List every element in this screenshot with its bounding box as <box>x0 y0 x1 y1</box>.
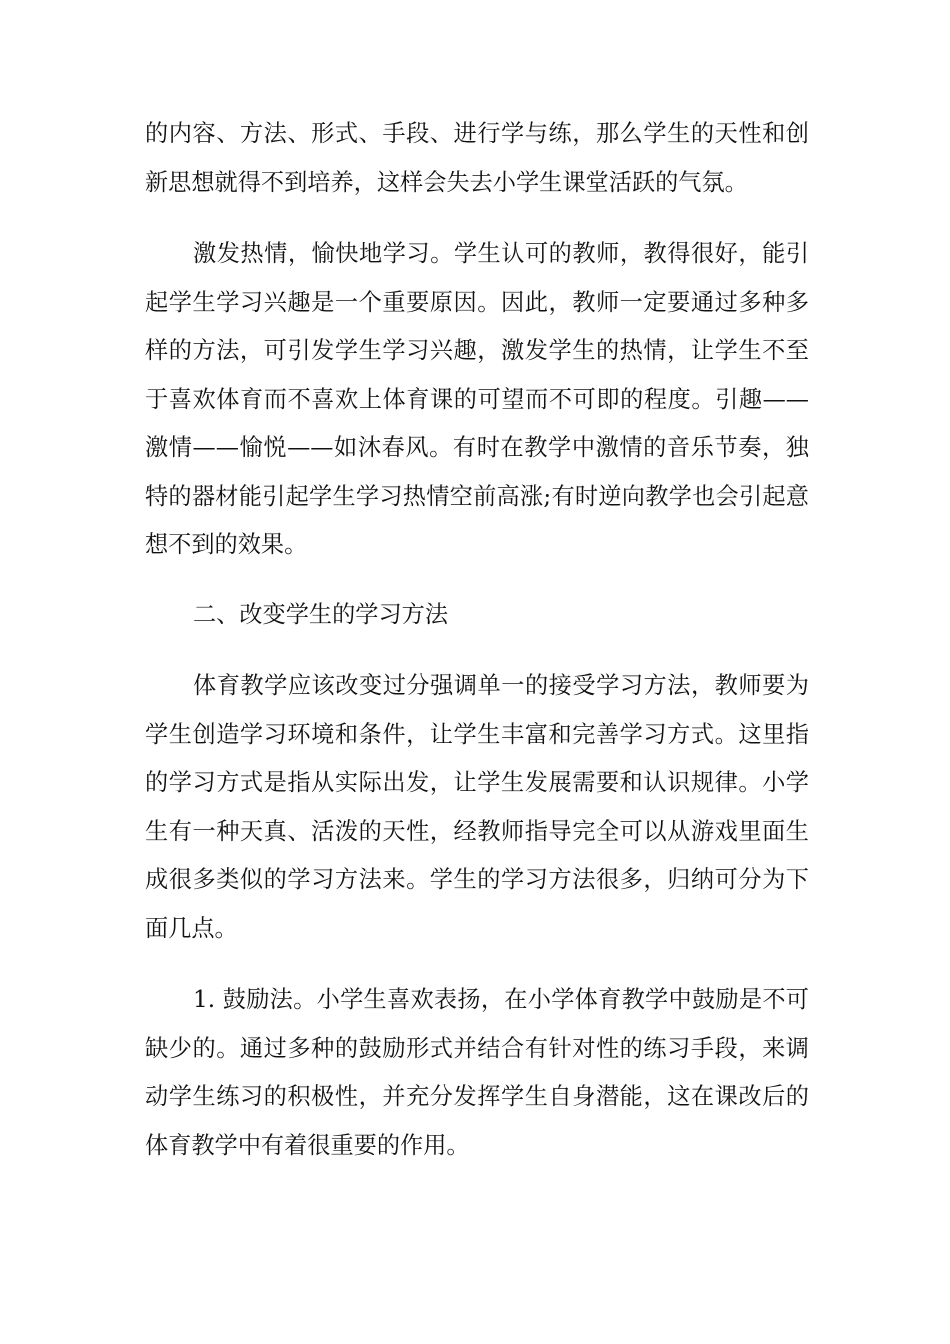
paragraph-continuation: 的内容、方法、形式、手段、进行学与练，那么学生的天性和创新思想就得不到培养，这样会失去小学生课堂活跃的气氛。 <box>145 120 809 196</box>
paragraph-enthusiasm: 激发热情，愉快地学习。学生认可的教师，教得很好，能引起学生学习兴趣是一个重要原因。因此，教师一定要通过多种多样的方法，可引发学生学习兴趣，激发学生的热情，让学生不至于喜欢体育而不喜欢上体育课的可望而不可即的程度。引趣——激情——愉悦——如沐春风。有时在教学中激情的音乐节奏，独特的器材能引起学生学习热情空前高涨;有时逆向教学也会引起意想不到的效果。 <box>145 240 809 558</box>
section-heading: 二、改变学生的学习方法 <box>193 600 449 628</box>
paragraph-encouragement-method: 1. 鼓励法。小学生喜欢表扬，在小学体育教学中鼓励是不可缺少的。通过多种的鼓励形式并结合有针对性的练习手段，来调动学生练习的积极性，并充分发挥学生自身潜能，这在课改后的体育教学中有着很重要的作用。 <box>145 986 809 1159</box>
document-page <box>145 110 809 1170</box>
paragraph-learning-methods: 体育教学应该改变过分强调单一的接受学习方法，教师要为学生创造学习环境和条件，让学生丰富和完善学习方式。这里指的学习方式是指从实际出发，让学生发展需要和认识规律。小学生有一种天真、活泼的天性，经教师指导完全可以从游戏里面生成很多类似的学习方法来。学生的学习方法很多，归纳可分为下面几点。 <box>145 672 809 942</box>
